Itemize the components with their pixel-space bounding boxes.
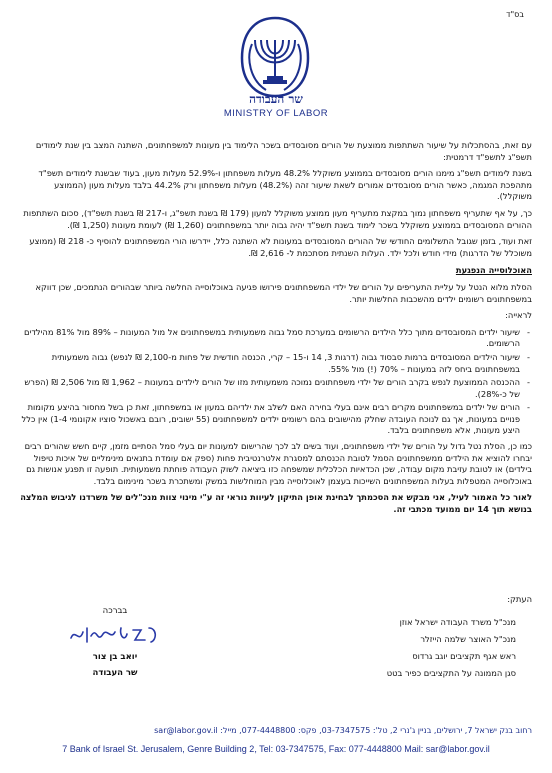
paragraph: כך, על אף שתעריף משפחתון נמוך במקצת מתעריף מעון ממוצע משוקלל למעון (179 ₪ בשנת תשפ"ג, ו-217 ₪ בשנת תשפ"ד), סכום השתתפות ההורים המסובסדים בממוצע משוקלל בשכר לימוד בשנת תשפ"ד יהיה גבוה יותר במשפחתונים (1,260 ₪) לעומת מעונות (1,250 ₪).	[23, 207, 532, 230]
footer-english: 7 Bank of Israel St. Jerusalem, Genre Building 2, Tel: 03-7347575, Fax: 077-4448800 Mail: sar@labor.gov.il	[62, 744, 490, 754]
cc-item: מנכ"ל האוצר שלמה הייזלר	[420, 634, 516, 644]
signature-block	[60, 606, 170, 678]
bsd-mark: בס"ד	[506, 10, 524, 19]
list-item: - הורים של ילדים במשפחתונים מקרים רבים אינם בעלי בחירה האם לשלב את ילדיהם במעון או במשפחתון, זאת כן בשל מחסור בהיצע מקומות פנויים במעונות, אך גם לנוכח העובדה שחלק מהישובים בהם רשומים ילדים למשפחתונים (55 ישובים, רובם באשכול סוציו אקונומי 1-4) אין כלל היצע מעונות, אלא משפחתונים בלבד.	[20, 402, 520, 437]
paragraph: עם זאת, בהסתכלות על שיעור השתתפות ממוצעת של הורים מסובסדים בשכר הלימוד בין מעונות למשפחתונים, השתנה המצב בין שנת לימודים תשפ"ג לתשפ"ד דרמטית:	[35, 140, 532, 162]
ministry-name-english: MINISTRY OF LABOR	[223, 108, 329, 119]
paragraph: כמו כן, הסלת נטל גדול על הורים של ילדי משפחתונים, ועוד בשים לב לכך שהרישום למעונות יום בעלי סמל הסתיים מזמן, קיים חשש שהורים רבים יבחרו להוציא את הילדים ממשפחתונים הסמל לטובת הכנסתם למסגרת אלטרנטיבית פחות (ספק אם עומדת בתנאים מינימליים של איכות טיפול בילדים) או לטובת עזיבת מקום עבודה, שכן הכדאיות הכלכלית שמשפחה כזו ביציאה לשוק העבודה פוחתת משמעותית. תופעה זו תפגע אנושות גם באוכלוסייה המטפלות בעלות המשפחתונים השייכות בעצמן לאוכלוסייה מבין המוחלשות במשק ומשתכרת בשכר מינימום בלבד.	[24, 441, 532, 486]
paragraph: הסלת מלוא הנטל על עליית התעריפים על הורים של ילדי המשפחתונים פירושו פגיעה באוכלוסייה החלשה ביותר שבהורים הנתמכים, שכן דווקא במשפחתונים רשומים ילדים מהשכבות החלשות יותר.	[35, 281, 532, 304]
request-paragraph: לאור כל האמור לעיל, אני מבקש את הסכמתך לבחינת אופן התיקון לעיוות נוראי זה ע"י מינוי צוות מנכ"לים של משרדנו לגיבוש המלצה בנושא תוך 14 יום ממועד מכתבי זה.	[20, 492, 532, 515]
signer-name: יואב בן צור	[92, 652, 138, 662]
cc-item: סגן הממונה על התקציבים כפיר בטט	[386, 668, 516, 678]
signer-title: שר העבודה	[92, 668, 138, 678]
footer-hebrew: רחוב בנק ישראל 7, ירושלים, בניין ג'נרי 2, טל': 03-7347575, פקס: 077-4448800, מייל: sar@labor.gov.il	[154, 726, 532, 735]
evidence-list	[20, 327, 532, 437]
cc-list	[387, 614, 516, 682]
closing-regards: בברכה	[102, 606, 128, 616]
paragraph: לראייה:	[505, 310, 532, 321]
list-item: - שיעור הילדים המסובסדים ברמות סבסוד גבוה (דרגות 3, 14 ו-15 – קרי, הכנסה חודשית של פחות מ-2,100 ₪ לנפש) גבוה משמעותית במשפחתונים ביחס לזה במעונות – 70% (!) מול 55%.	[20, 352, 520, 375]
section-heading: האוכלוסייה הנפגעת	[455, 265, 532, 276]
list-item: - שיעור ילדים המסובסדים מתוך כלל הילדים הרשומים במערכת סמל גבוה משמעותית במשפחתונים אל מול המעונות – 89% מול 81% מהילדים הרשומים.	[20, 327, 520, 350]
minister-title-hebrew: שר העבודה	[249, 92, 303, 106]
cc-item: ראש אגף תקציבים יוגב גרדוס	[412, 651, 516, 661]
cc-title: העתק:	[507, 594, 532, 604]
letter-body	[20, 140, 532, 521]
state-emblem-icon	[236, 14, 314, 100]
paragraph: זאת ועוד, בזמן שגובל התשלומים החודשי של ההורים המסובסדים במעונות לא השתנה כלל, יידרשו הורי המשפחתונים להוסיף כ- 218 ₪ (ממוצע משוכלל של הדרגות) מידי חודש ולכל ילד. העלות השנתית מסתכמת ל- 2,616 ₪.	[29, 236, 532, 258]
list-item: - ההכנסה הממוצעת לנפש בקרב הורים של ילדי משפחתונים נמוכה משמעותית מזו של הורים לילדים במעונות – 1,962 ₪ מול 2,506 ₪ (הפרש של כ-28%).	[20, 377, 520, 400]
paragraph: בשנת לימודים תשפ"ג מימנו הורים מסובסדים בממוצע משוקלל 48.2% מעלות משפחתון ו-52.9% מעלות מעון, בעוד שבשנת לימודים תשפ"ד מתהפכת המגמה, כאשר הורים מסובסדים אמורים לשאת שיעור זהה (48.2%) מעלות משפחתון ורק 44.2% בלבד מעלות מעון (הממוצע משוקלל).	[38, 168, 532, 202]
handwritten-signature	[67, 622, 163, 648]
cc-item: מנכ"ל משרד העבודה ישראל אוזן	[399, 617, 516, 627]
